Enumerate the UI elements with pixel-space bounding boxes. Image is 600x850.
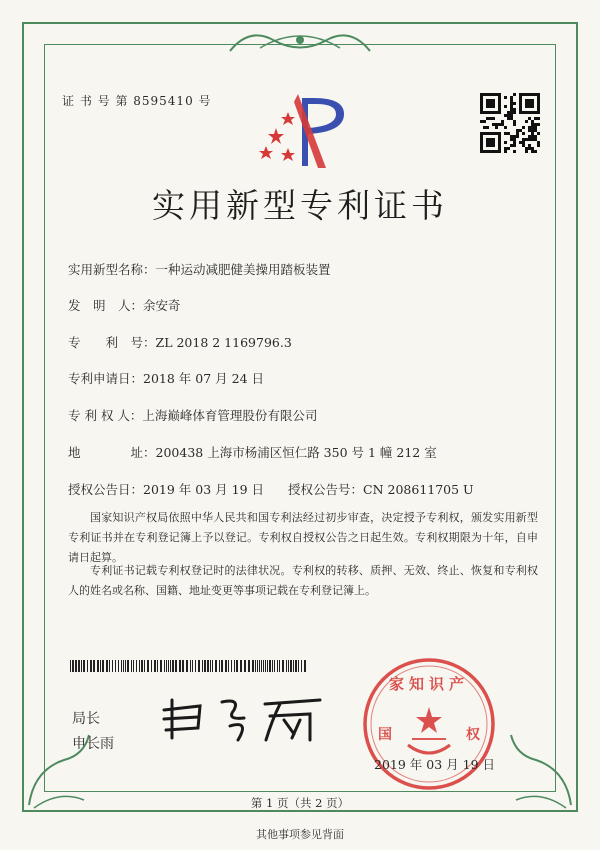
field-inventor [68, 296, 181, 314]
grant-date-label: 授权公告日： [68, 482, 144, 497]
field-label: 专 利 号： [68, 335, 156, 350]
grant-number-value: CN 208611705 U [363, 482, 474, 497]
handwritten-signature [160, 690, 335, 750]
field-address [68, 443, 437, 461]
field-application-date [68, 369, 264, 387]
barcode-icon [70, 660, 308, 672]
field-value: 200438 上海市杨浦区恒仁路 350 号 1 幢 212 室 [155, 445, 437, 460]
notice-paragraph-2 [68, 561, 538, 601]
field-utility-model-name [68, 260, 331, 278]
certificate-number: 证 书 号 第 8595410 号 [62, 94, 212, 108]
page-number: 第 1 页（共 2 页） [250, 796, 350, 810]
field-patentee [68, 406, 317, 424]
field-label: 实用新型名称： [68, 262, 156, 277]
notice-text: 国家知识产权局依照中华人民共和国专利法经过初步审查，决定授予专利权，颁发实用新型专利证书并在专利登记簿上予以登记。专利权自授权公告之日起生效。专利权期限为十年，自申请日起算。 [68, 511, 538, 564]
field-label: 地 址： [68, 445, 156, 460]
certificate-title: 实用新型专利证书 [152, 186, 448, 225]
field-label: 专利申请日： [68, 371, 144, 386]
grant-number-label: 授权公告号： [288, 482, 364, 497]
svg-text:权: 权 [466, 727, 480, 743]
field-value: 上海巅峰体育管理股份有限公司 [142, 408, 318, 423]
field-patent-number [68, 333, 292, 351]
signatory-name: 申长雨 [72, 736, 114, 752]
grant-date-value: 2019 年 03 月 19 日 [143, 482, 265, 497]
notice-text: 专利证书记载专利权登记时的法律状况。专利权的转移、质押、无效、终止、恢复和专利权人的姓名或名称、国籍、地址变更等事项记载在专利登记簿上。 [68, 564, 538, 597]
field-grant-info [68, 480, 474, 498]
field-value: 2018 年 07 月 24 日 [143, 371, 265, 386]
seal-date: 2019 年 03 月 19 日 [374, 757, 495, 772]
field-value: ZL 2018 2 1169796.3 [155, 335, 292, 350]
field-value: 一种运动减肥健美操用踏板装置 [155, 262, 331, 277]
field-value: 余安奇 [143, 298, 181, 313]
field-label: 发 明 人： [68, 298, 144, 313]
patent-office-logo-icon [258, 90, 354, 170]
svg-text:家知识产: 家知识产 [388, 675, 470, 693]
signatory-title: 局长 [72, 711, 100, 727]
svg-text:国: 国 [378, 727, 392, 743]
field-label: 专 利 权 人： [68, 408, 143, 423]
footer-note: 其他事项参见背面 [256, 828, 344, 841]
top-ornament-icon [225, 26, 375, 56]
notice-paragraph-1 [68, 508, 538, 568]
qr-code-icon [480, 93, 540, 153]
